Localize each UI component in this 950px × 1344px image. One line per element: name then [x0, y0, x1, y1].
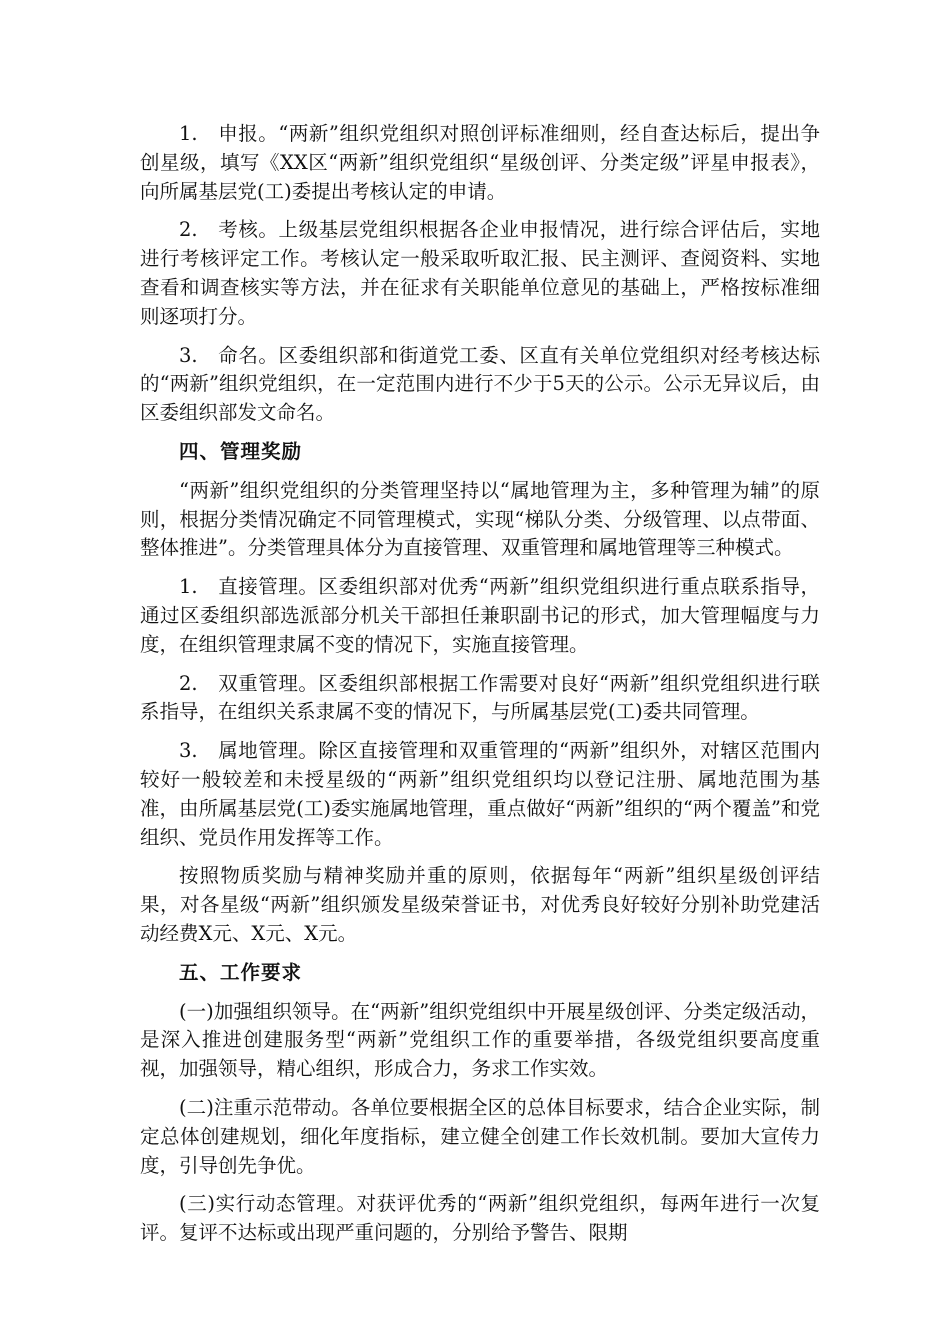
para-naming: 3. 命名。区委组织部和街道党工委、区直有关单位党组织对经考核达标的“两新”组织党组织，在一定范围内进行不少于5天的公示。公示无异议后，由区委组织部发文命名。: [140, 343, 820, 425]
para-management-intro: “两新”组织党组织的分类管理坚持以“属地管理为主，多种管理为辅”的原则，根据分类情况确定不同管理模式，实现“梯队分类、分级管理、以点带面、整体推进”。分类管理具体分为直接管理、双重管理和属地管理等三种模式。: [140, 478, 820, 560]
document-page: [140, 120, 820, 1258]
para-direct-management: 1. 直接管理。区委组织部对优秀“两新”组织党组织进行重点联系指导，通过区委组织部选派部分机关干部担任兼职副书记的形式，加大管理幅度与力度，在组织管理隶属不变的情况下，实施直接管理。: [140, 575, 820, 656]
heading-work-requirements: 五、工作要求: [179, 960, 303, 984]
para-apply: 1. 申报。“两新”组织党组织对照创评标准细则，经自查达标后，提出争创星级，填写《XX区“两新”组织党组织“星级创评、分类定级”评星申报表》，向所属基层党(工)委提出考核认定的申请。: [140, 122, 820, 203]
para-leadership: (一)加强组织领导。在“两新”组织党组织中开展星级创评、分类定级活动，是深入推进创建服务型“两新”党组织工作的重要举措，各级党组织要高度重视，加强领导，精心组织，形成合力，务求工作实效。: [140, 999, 820, 1081]
para-dual-management: 2. 双重管理。区委组织部根据工作需要对良好“两新”组织党组织进行联系指导，在组织关系隶属不变的情况下，与所属基层党(工)委共同管理。: [140, 671, 820, 724]
heading-management-rewards: 四、管理奖励: [179, 439, 303, 463]
para-demonstration: (二)注重示范带动。各单位要根据全区的总体目标要求，结合企业实际，制定总体创建规划，细化年度指标，建立健全创建工作长效机制。要加大宣传力度，引导创先争优。: [140, 1095, 820, 1177]
para-assess: 2. 考核。上级基层党组织根据各企业申报情况，进行综合评估后，实地进行考核评定工作。考核认定一般采取听取汇报、民主测评、查阅资料、实地查看和调查核实等方法，并在征求有关职能单位意见的基础上，严格按标准细则逐项打分。: [140, 218, 820, 328]
para-dynamic-management: (三)实行动态管理。对获评优秀的“两新”组织党组织，每两年进行一次复评。复评不达标或出现严重问题的，分别给予警告、限期: [140, 1192, 820, 1245]
para-rewards: 按照物质奖励与精神奖励并重的原则，依据每年“两新”组织星级创评结果，对各星级“两新”组织颁发星级荣誉证书，对优秀良好较好分别补助党建活动经费X元、X元、X元。: [140, 864, 820, 945]
para-territorial-management: 3. 属地管理。除区直接管理和双重管理的“两新”组织外，对辖区范围内较好一般较差和未授星级的“两新”组织党组织均以登记注册、属地范围为基准，由所属基层党(工)委实施属地管理，重点做好“两新”组织的“两个覆盖”和党组织、党员作用发挥等工作。: [140, 739, 820, 849]
